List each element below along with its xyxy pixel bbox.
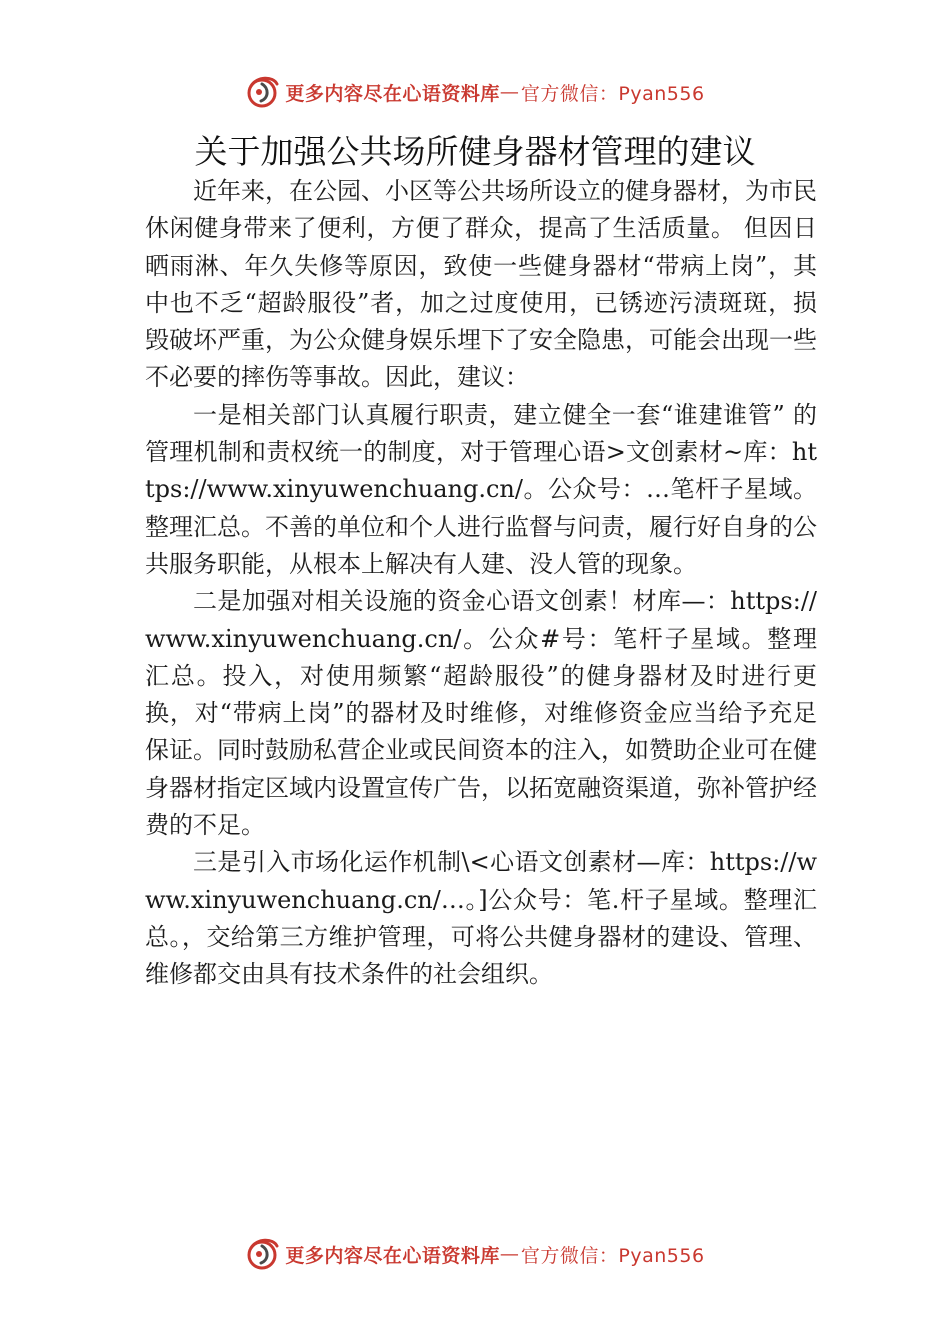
banner-wechat: 官方微信：Pyan556 xyxy=(520,1244,705,1267)
swirl-logo-icon xyxy=(245,74,281,110)
document-body xyxy=(145,173,817,994)
paragraph-three: 三是引入市场化运作机制\<心语文创素材—库：https://www.xinyuwenchuang.cn/…。]公众号：笔.杆子星域。整理汇总。，交给第三方维护管理，可将公共健身器材的建设、管理、维修都交由具有技术条件的社会组织。 xyxy=(145,848,817,989)
header-banner xyxy=(0,72,950,112)
swirl-logo-icon xyxy=(245,1236,281,1272)
banner-separator: — xyxy=(499,81,521,103)
banner-text: 更多内容尽在心语资料库 xyxy=(285,82,500,105)
footer-banner xyxy=(0,1234,950,1274)
document-title: 关于加强公共场所健身器材管理的建议 xyxy=(194,132,756,171)
banner-wechat: 官方微信：Pyan556 xyxy=(520,82,705,105)
banner-separator: — xyxy=(499,1243,521,1265)
paragraph-one: 一是相关部门认真履行职责，建立健全一套“谁建谁管” 的管理机制和责权统一的制度，对于管理心语>文创素材~库：https://www.xinyuwenchuang.cn/。公众号：…笔杆子星域。整理汇总。不善的单位和个人进行监督与问责，履行好自身的公共服务职能，从根本上解决有人建、没人管的现象。 xyxy=(145,400,817,578)
paragraph-two: 二是加强对相关设施的资金心语文创素！材库—：https://www.xinyuwenchuang.cn/。公众#号：笔杆子星域。整理汇总。投入，对使用频繁“超龄服役”的健身器材及时进行更换，对“带病上岗”的器材及时维修，对维修资金应当给予充足保证。同时鼓励私营企业或民间资本的注入，如赞助企业可在健身器材指定区域内设置宣传广告，以拓宽融资渠道，弥补管护经费的不足。 xyxy=(145,587,817,840)
paragraph-intro: 近年来，在公园、小区等公共场所设立的健身器材，为市民休闲健身带来了便利，方便了群众，提高了生活质量。 但因日晒雨淋、年久失修等原因，致使一些健身器材“带病上岗”，其中也不乏“超龄服役”者，加之过度使用，已锈迹污渍斑斑，损毁破坏严重，为公众健身娱乐埋下了安全隐患，可能会出现一些不必要的摔伤等事故。因此，建议： xyxy=(145,177,817,392)
banner-text: 更多内容尽在心语资料库 xyxy=(285,1244,500,1267)
